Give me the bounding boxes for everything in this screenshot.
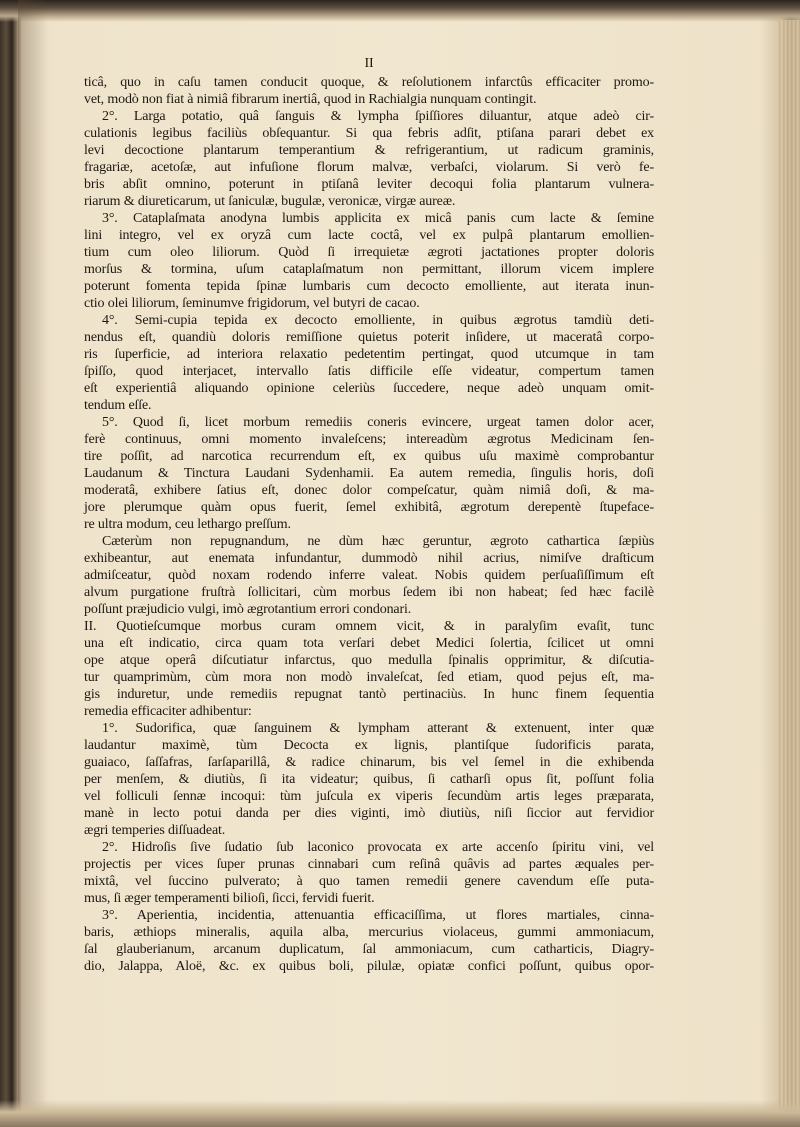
text-line: tur quamprimùm, cùm mora non modò invaleſcat, ſed etiam, quod pejus eſt, ma- [84, 670, 654, 685]
text-line: nendus eſt, quandiù doloris remiſſione quietus poterit inſidere, ut maceratâ corpo- [84, 330, 654, 345]
text-line: riarum & diureticarum, ut ſaniculæ, bugulæ, veronicæ, virgæ aureæ. [84, 194, 456, 209]
text-line: 2°. Larga potatio, quâ ſanguis & lympha ſpiſſiores diluantur, atque adeò cir- [102, 109, 654, 124]
text-line: ferè continuus, omni momento invaleſcens; intereadùm ægrotus Medicinam ſen- [84, 432, 654, 447]
text-line: poterunt fomenta tepida ſpinæ lumbaris cum decocto emolliente, aut iterata inun- [84, 279, 654, 294]
text-line: fragariæ, acetoſæ, aut infuſione florum malvæ, verbaſci, violarum. Si verò fe- [84, 160, 654, 175]
gutter-shadow [18, 0, 48, 1127]
text-line: vet, modò non fiat à nimiâ fibrarum inertiâ, quod in Rachialgia nunquam contingit. [84, 92, 537, 107]
text-line: vel folliculi ſennæ incoqui: tùm juſcula ex viperis ſecundùm artis leges præparata, [84, 789, 654, 804]
text-line: 3°. Aperientia, incidentia, attenuantia efficaciſſima, ut flores martiales, cinna- [102, 908, 654, 923]
text-line: manè in lecto potui danda per dies viginti, imò diutiùs, niſi ſiccior aut fervidior [84, 806, 654, 821]
text-line: mus, ſi æger temperamenti bilioſi, ſicci, fervidi fuerit. [84, 891, 375, 906]
text-line: 4°. Semi-cupia tepida ex decocto emolliente, in quibus ægrotus tamdiù deti- [102, 313, 654, 328]
text-line: re ultra modum, ceu lethargo preſſum. [84, 517, 291, 532]
text-line: per menſem, & diutiùs, ſi ita videatur; quibus, ſi catharſi opus ſit, poſſunt folia [84, 772, 654, 787]
text-line: 3°. Cataplaſmata anodyna lumbis applicita ex micâ panis cum lacte & ſemine [102, 211, 654, 226]
text-line: bris abſit omnino, poterunt in ptiſanâ leviter decoqui folia plantarum vulnera- [84, 177, 654, 192]
text-line: jore plerumque quàm opus fuerit, ſemel exhibitâ, ægrotum derepentè ſtupeface- [84, 500, 654, 515]
book-bottom-edge [0, 1100, 800, 1127]
text-line: II. Quotieſcumque morbus curam omnem vicit, & in paralyſim evaſit, tunc [84, 619, 654, 634]
text-line: lini integro, vel ex oryzâ cum lacte coctâ, vel ex pulpâ plantarum emollien- [84, 228, 654, 243]
text-line: poſſunt præjudicio vulgi, imò ægrotantium errori condonari. [84, 602, 412, 617]
text-line: 2°. Hidroſis ſive ſudatio ſub laconico provocata ex arte accenſo ſpiritu vini, vel [102, 840, 654, 855]
text-line: gis induretur, unde remediis repugnat tantò pertinaciùs. In hunc finem ſequentia [84, 687, 654, 702]
text-line: tendum eſſe. [84, 398, 152, 413]
book-top-edge [0, 0, 800, 22]
text-line: admiſceatur, quòd noxam rodendo inferre valeat. Nobis quidem perſuaſiſſimum eſt [84, 568, 654, 583]
text-line: baris, æthiops mineralis, aquila alba, mercurius violaceus, gummi ammoniacum, [84, 925, 654, 940]
text-line: morſus & tormina, uſum cataplaſmatum non permittant, illorum vicem implere [84, 262, 654, 277]
text-line: dio, Jalappa, Aloë, &c. ex quibus boli, pilulæ, opiatæ confici poſſunt, quibus opor- [84, 959, 654, 974]
text-line: remedia efficaciter adhibentur: [84, 704, 252, 719]
text-line: exhibeantur, aut enemata infundantur, dummodò nihil acrius, nimiſve draſticum [84, 551, 654, 566]
text-line: ægri temperies diſſuadeat. [84, 823, 226, 838]
text-line: ticâ, quo in caſu tamen conducit quoque, & reſolutionem infarctûs efficaciter promo- [84, 75, 654, 90]
text-line: ope atque operâ diſcutiatur infarctus, quo medulla ſpinalis opprimitur, & diſcutia- [84, 653, 654, 668]
text-line: 1°. Sudorifica, quæ ſanguinem & lympham atterant & extenuent, inter quæ [102, 721, 654, 736]
text-line: moderatâ, exhibere ſatius eſt, donec dolor compeſcatur, quàm nimiâ doſi, & ma- [84, 483, 654, 498]
page-text [84, 56, 654, 975]
text-line: Cæterùm non repugnandum, ne dùm hæc geruntur, ægroto cathartica ſæpiùs [102, 534, 654, 549]
text-line: ris ſuperficie, ad interiora relaxatio pedetentim pertingat, quod utcumque in tam [84, 347, 654, 362]
text-line: ctio olei liliorum, ſeminumve frigidorum, vel butyri de cacao. [84, 296, 420, 311]
text-line: laudantur maximè, tùm Decocta ex lignis, plantiſque ſudorificis parata, [84, 738, 654, 753]
body-lines [84, 74, 654, 975]
text-line: levi decoctione plantarum temperantium & refrigerantium, ut radicum graminis, [84, 143, 654, 158]
text-line: eſt experientiâ aliquando opinione celeriùs ſuccedere, neque adeò unquam omit- [84, 381, 654, 396]
page-fore-edge [778, 20, 800, 1110]
text-line: Laudanum & Tinctura Laudani Sydenhamii. Ea autem remedia, ſingulis horis, doſi [84, 466, 654, 481]
text-line: ſal glauberianum, arcanum duplicatum, ſal ammoniacum, cum catharticis, Diagry- [84, 942, 654, 957]
text-line: mixtâ, vel ſuccino pulverato; à quo tamen remedii genere cavendum eſſe puta- [84, 874, 654, 889]
text-line: guaiaco, ſaſſafras, ſarſaparillâ, & radice chinarum, bis vel ſemel in die exhibenda [84, 755, 654, 770]
text-line: projectis per vices ſuper prunas cinnabari cum reſinâ quâvis ad partes æquales per- [84, 857, 654, 872]
text-line: culationis legibus faciliùs obſequantur. Si qua febris adſit, ptiſana parari debet ex [84, 126, 654, 141]
text-line: 5°. Quod ſi, licet morbum remediis coneris evincere, urgeat tamen dolor acer, [102, 415, 654, 430]
text-line: ſpiſſo, quod interjacet, intervallo ſatis difficile eſſe videatur, compertum tamen [84, 364, 654, 379]
text-line: tire poſſit, ad narcotica recurrendum eſt, ex quibus uſu maximè comprobantur [84, 449, 654, 464]
text-line: tium cum oleo liliorum. Quòd ſi irrequietæ ægroti jactationes propter doloris [84, 245, 654, 260]
text-line: alvum purgatione fruſtrà ſollicitari, cùm morbus ſedem ibi non habeat; ſed hæc facilè [84, 585, 654, 600]
page-number: II [364, 56, 374, 71]
text-line: una eſt indicatio, circa quam tota verſari debet Medici ſolertia, ſcilicet ut omni [84, 636, 654, 651]
